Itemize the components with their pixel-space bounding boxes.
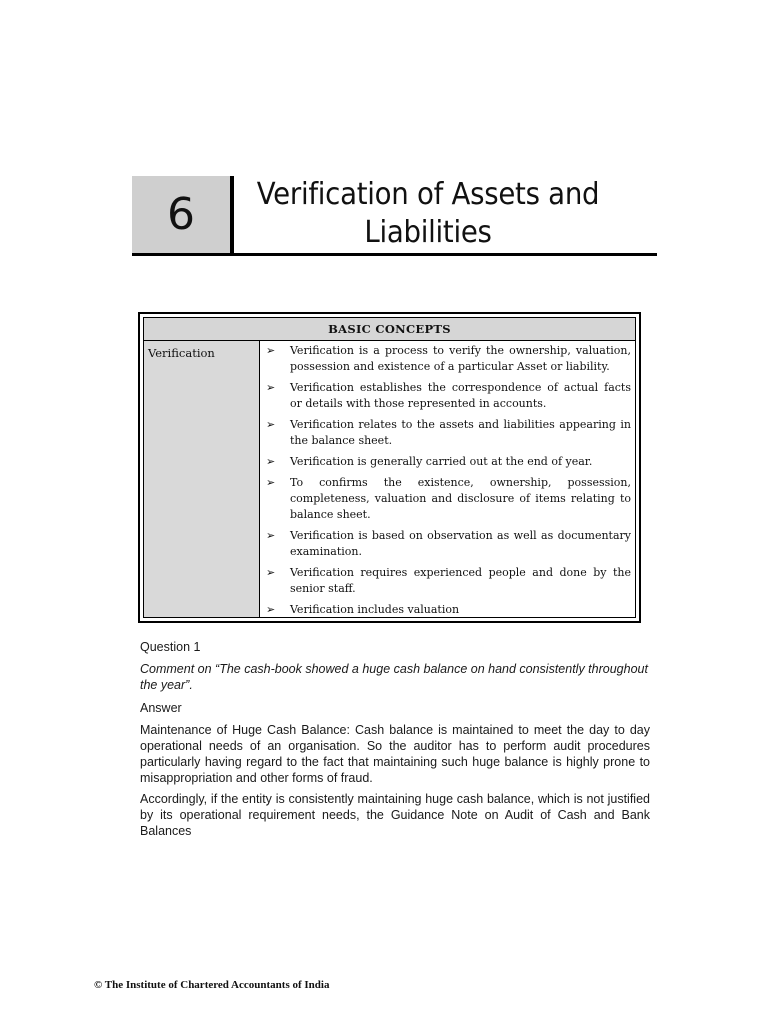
answer-label: Answer <box>140 701 182 715</box>
concept-term: Verification <box>144 341 260 617</box>
concept-points <box>260 341 635 617</box>
arrow-bullet-icon: ➢ <box>266 455 276 468</box>
concept-point <box>266 380 631 412</box>
chapter-number-box <box>132 176 230 253</box>
chapter-divider-horizontal <box>132 253 657 256</box>
concept-point-text: To confirms the existence, ownership, possession, completeness, valuation and disclosure of items relating to balance sheet. <box>290 476 631 521</box>
concept-point-text: Verification includes valuation <box>290 603 460 616</box>
basic-concepts-heading: BASIC CONCEPTS <box>144 318 635 341</box>
concept-point <box>266 475 631 523</box>
concept-point <box>266 343 631 375</box>
arrow-bullet-icon: ➢ <box>266 418 276 431</box>
chapter-number: 6 <box>167 189 195 240</box>
answer-paragraph: Maintenance of Huge Cash Balance: Cash balance is maintained to meet the day to day operational needs of an organisation. So the auditor has to perform audit procedures particularly having regard to the fact that maintaining such huge balance is highly prone to misappropriation and other forms of fraud. <box>140 723 650 785</box>
arrow-bullet-icon: ➢ <box>266 566 276 579</box>
arrow-bullet-icon: ➢ <box>266 529 276 542</box>
concept-point <box>266 602 631 618</box>
concept-point-text: Verification requires experienced people and done by the senior staff. <box>290 566 631 595</box>
concept-point <box>266 528 631 560</box>
question-label: Question 1 <box>140 640 201 654</box>
concept-point-text: Verification relates to the assets and liabilities appearing in the balance sheet. <box>290 418 631 447</box>
basic-concepts-table <box>138 312 641 623</box>
concept-point-text: Verification establishes the correspondence of actual facts or details with those represented in accounts. <box>290 381 631 410</box>
concept-point-text: Verification is a process to verify the ownership, valuation, possession and existence of a particular Asset or liability. <box>290 344 631 373</box>
basic-concepts-body <box>144 341 635 617</box>
concept-point-text: Verification is based on observation as well as documentary examination. <box>290 529 631 558</box>
basic-concepts-inner <box>143 317 636 618</box>
arrow-bullet-icon: ➢ <box>266 381 276 394</box>
concept-point <box>266 417 631 449</box>
concept-point <box>266 454 631 470</box>
concept-point-text: Verification is generally carried out at the end of year. <box>290 455 593 468</box>
copyright-footer: © The Institute of Chartered Accountants of India <box>94 979 330 991</box>
answer-paragraph: Accordingly, if the entity is consistently maintaining huge cash balance, which is not justified by its operational requirement needs, the Guidance Note on Audit of Cash and Bank Balances <box>140 792 650 838</box>
arrow-bullet-icon: ➢ <box>266 476 276 489</box>
question-text: Comment on “The cash-book showed a huge cash balance on hand consistently throughout the year”. <box>140 662 648 692</box>
arrow-bullet-icon: ➢ <box>266 603 276 616</box>
chapter-divider-vertical <box>230 176 234 255</box>
chapter-title: Verification of Assets and Liabilities <box>256 177 600 250</box>
arrow-bullet-icon: ➢ <box>266 344 276 357</box>
concept-point <box>266 565 631 597</box>
